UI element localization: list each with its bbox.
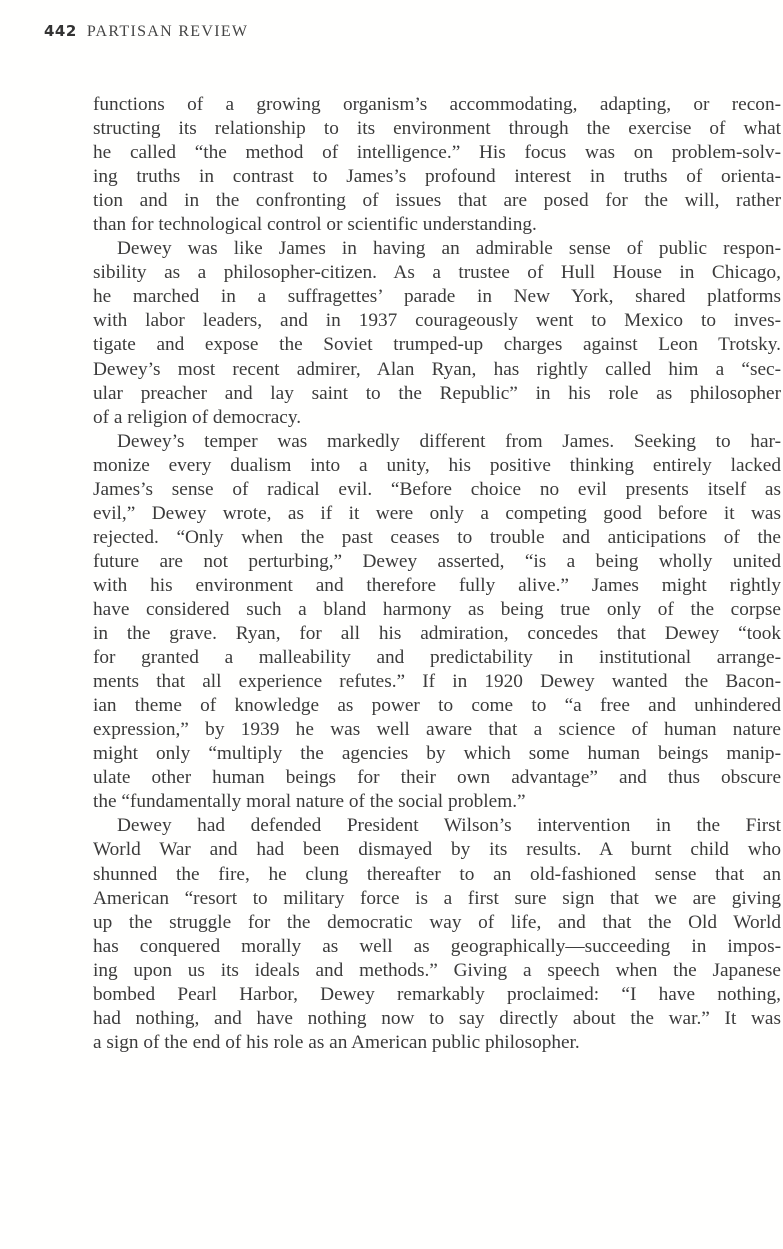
paragraph-line: tigate and expose the Soviet trumped-up charges against Leon Trotsky.	[93, 334, 781, 356]
paragraph-line: he called “the method of intelligence.” His focus was on problem-solv-	[93, 142, 781, 164]
paragraph-line: have considered such a bland harmony as being true only of the corpse	[93, 598, 781, 620]
journal-title: PARTISAN REVIEW	[86, 23, 249, 40]
paragraph-line: rejected. “Only when the past ceases to trouble and anticipations of the	[93, 526, 781, 548]
paragraph-line: might only “multiply the agencies by which some human beings manip-	[93, 743, 781, 765]
running-head	[44, 22, 248, 44]
body-text	[93, 93, 781, 1055]
paragraph-line: ian theme of knowledge as power to come to “a free and unhindered	[93, 695, 781, 717]
paragraph-line: ing upon us its ideals and methods.” Giving a speech when the Japanese	[93, 959, 781, 981]
paragraph-line: ments that all experience refutes.” If in 1920 Dewey wanted the Bacon-	[93, 671, 781, 693]
paragraph-line: the “fundamentally moral nature of the social problem.”	[93, 791, 526, 813]
paragraph-line: has conquered morally as well as geographically—succeeding in impos-	[93, 935, 781, 957]
paragraph-line: in the grave. Ryan, for all his admiration, concedes that Dewey “took	[93, 623, 781, 645]
paragraph-line: with his environment and therefore fully alive.” James might rightly	[93, 574, 781, 596]
page-number: 442	[44, 22, 77, 40]
paragraph-line: evil,” Dewey wrote, as if it were only a competing good before it was	[93, 502, 781, 524]
paragraph-line: World War and had been dismayed by its results. A burnt child who	[93, 839, 781, 861]
paragraph-line: bombed Pearl Harbor, Dewey remarkably proclaimed: “I have nothing,	[93, 983, 781, 1005]
paragraph-line: than for technological control or scientific understanding.	[93, 214, 537, 236]
paragraph-line: shunned the fire, he clung thereafter to an old-fashioned sense that an	[93, 863, 781, 885]
paragraph-line: ular preacher and lay saint to the Republic” in his role as philosopher	[93, 382, 781, 404]
paragraph-line: American “resort to military force is a first sure sign that we are giving	[93, 887, 781, 909]
paragraph-line: up the struggle for the democratic way of life, and that the Old World	[93, 911, 781, 933]
paragraph-line: future are not perturbing,” Dewey asserted, “is a being wholly united	[93, 550, 781, 572]
paragraph-line: structing its relationship to its environment through the exercise of what	[93, 118, 781, 140]
paragraph-line: a sign of the end of his role as an American public philosopher.	[93, 1031, 580, 1053]
paragraph-line: Dewey’s most recent admirer, Alan Ryan, has rightly called him a “sec-	[93, 358, 781, 380]
paragraph-first-line: Dewey was like James in having an admirable sense of public respon-	[117, 238, 781, 260]
paragraph-first-line: Dewey’s temper was markedly different from James. Seeking to har-	[117, 430, 781, 452]
paragraph-line: for granted a malleability and predictability in institutional arrange-	[93, 647, 781, 669]
paragraph-line: tion and in the confronting of issues that are posed for the will, rather	[93, 190, 781, 212]
paragraph-first-line: Dewey had defended President Wilson’s intervention in the First	[117, 815, 781, 837]
paragraph-line: expression,” by 1939 he was well aware that a science of human nature	[93, 719, 781, 741]
paragraph-line: with labor leaders, and in 1937 courageously went to Mexico to inves-	[93, 310, 781, 332]
paragraph-line: monize every dualism into a unity, his positive thinking entirely lacked	[93, 454, 781, 476]
paragraph-line: ulate other human beings for their own advantage” and thus obscure	[93, 767, 781, 789]
paragraph-line: he marched in a suffragettes’ parade in New York, shared platforms	[93, 286, 781, 308]
paragraph-first-line: functions of a growing organism’s accommodating, adapting, or recon-	[93, 94, 781, 115]
paragraph-line: of a religion of democracy.	[93, 406, 302, 428]
paragraph-line: James’s sense of radical evil. “Before choice no evil presents itself as	[93, 478, 781, 500]
paragraph-line: ing truths in contrast to James’s profound interest in truths of orienta-	[93, 166, 781, 188]
paragraph-line: sibility as a philosopher-citizen. As a trustee of Hull House in Chicago,	[93, 262, 781, 284]
paragraph-line: had nothing, and have nothing now to say directly about the war.” It was	[93, 1007, 781, 1029]
